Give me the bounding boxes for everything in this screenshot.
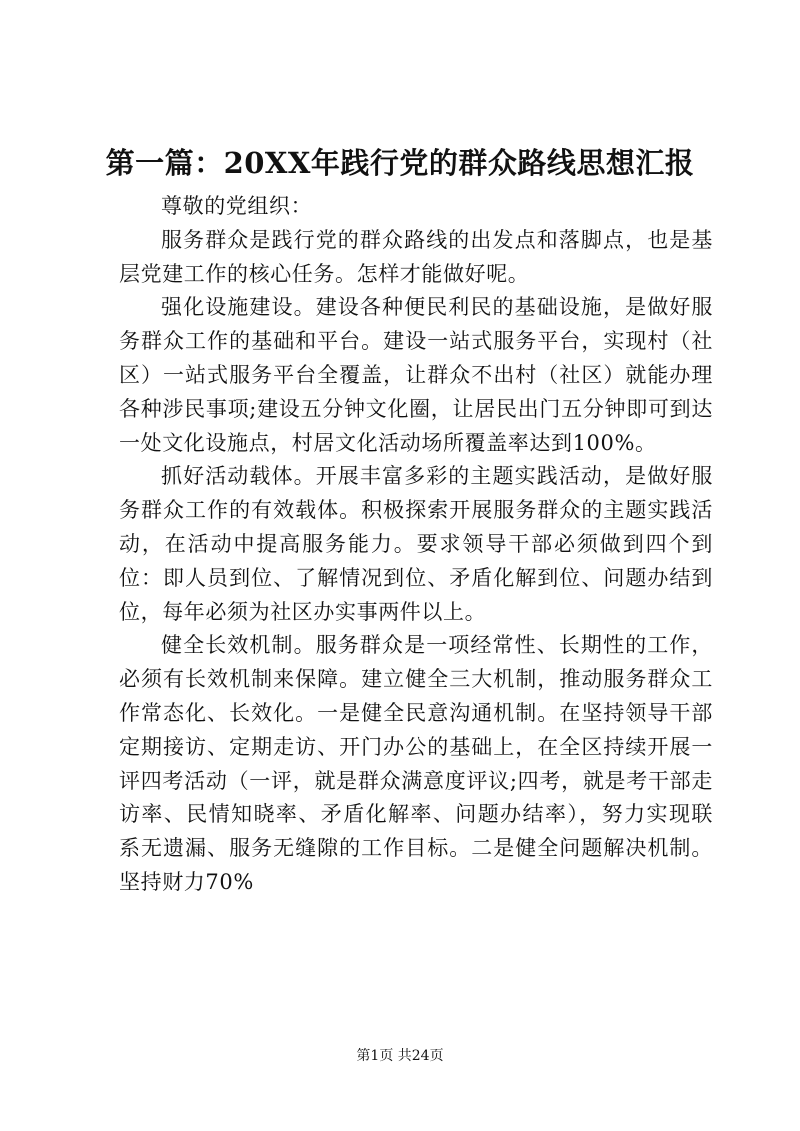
document-body xyxy=(119,190,713,900)
document-title: 第一篇：20XX年践行党的群众路线思想汇报 xyxy=(105,146,695,180)
paragraph-1: 服务群众是践行党的群众路线的出发点和落脚点，也是基层党建工作的核心任务。怎样才能做好呢。 xyxy=(119,227,713,286)
paragraph-2: 强化设施建设。建设各种便民利民的基础设施，是做好服务群众工作的基础和平台。建设一站式服务平台，实现村（社区）一站式服务平台全覆盖，让群众不出村（社区）就能办理各种涉民事项;建设五分钟文化圈，让居民出门五分钟即可到达一处文化设施点，村居文化活动场所覆盖率达到100%。 xyxy=(119,295,713,455)
salutation: 尊敬的党组织： xyxy=(161,194,313,218)
paragraph-4: 健全长效机制。服务群众是一项经常性、长期性的工作，必须有长效机制来保障。建立健全三大机制，推动服务群众工作常态化、长效化。一是健全民意沟通机制。在坚持领导干部定期接访、定期走访、开门办公的基础上，在全区持续开展一评四考活动（一评，就是群众满意度评议;四考，就是考干部走访率、民情知晓率、矛盾化解率、问题办结率），努力实现联系无遗漏、服务无缝隙的工作目标。二是健全问题解决机制。坚持财力70% xyxy=(119,633,713,894)
page-footer: 第1页 共24页 xyxy=(356,1048,444,1064)
paragraph-3: 抓好活动载体。开展丰富多彩的主题实践活动，是做好服务群众工作的有效载体。积极探索开展服务群众的主题实践活动，在活动中提高服务能力。要求领导干部必须做到四个到位：即人员到位、了解情况到位、矛盾化解到位、问题办结到位，每年必须为社区办实事两件以上。 xyxy=(119,464,713,624)
